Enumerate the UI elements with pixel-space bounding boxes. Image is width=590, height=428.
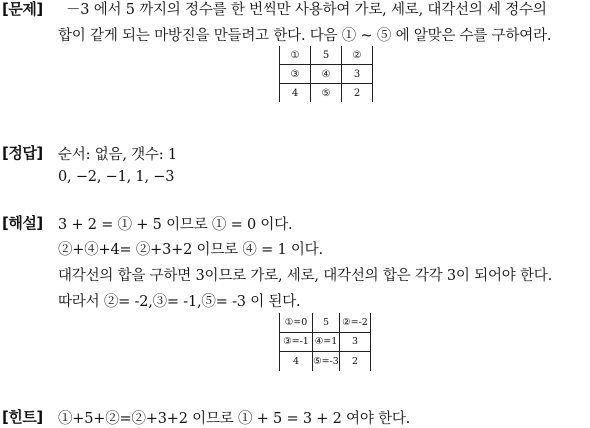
cell: ③=-1 [280, 332, 313, 352]
cell: ④=1 [313, 332, 340, 352]
problem-tag: [문제] [2, 0, 43, 18]
cell: ② [342, 46, 373, 65]
answer-line-1: 순서: 없음, 갯수: 1 [58, 147, 177, 163]
solution-line-4: 따라서 ②= -2,③= -1,⑤= -3 이 된다. [58, 294, 301, 310]
solution-line-2: ②+④+4= ②+3+2 이므로 ④ = 1 이다. [58, 242, 323, 258]
solution-line-3: 대각선의 합을 구하면 3이므로 가로, 세로, 대각선의 합은 각각 3이 되어야 한다. [58, 268, 552, 284]
cell: 2 [340, 352, 371, 371]
cell: 2 [342, 84, 373, 103]
answer-tag: [정답] [2, 144, 43, 162]
cell: 3 [340, 332, 371, 352]
magic-square-problem [279, 46, 373, 102]
cell: ③ [280, 65, 311, 84]
cell: ④ [311, 65, 342, 84]
cell: 4 [280, 352, 313, 371]
solution-line-1: 3 + 2 = ① + 5 이므로 ① = 0 이다. [58, 217, 293, 233]
cell: ⑤=-3 [313, 352, 340, 371]
cell: ②=-2 [340, 313, 371, 332]
hint-line-1: ①+5+②=②+3+2 이므로 ① + 5 = 3 + 2 여야 한다. [58, 411, 411, 427]
cell: 3 [342, 65, 373, 84]
problem-line-2: 합이 같게 되는 마방진을 만들려고 한다. 다음 ① ~ ⑤ 에 알맞은 수를 구하여라. [58, 28, 552, 44]
magic-square-solution [279, 313, 371, 371]
problem-line-1: －3 에서 5 까지의 정수를 한 번씩만 사용하여 가로, 세로, 대각선의 세 정수의 [66, 2, 547, 18]
cell: 5 [311, 46, 342, 65]
cell: 4 [280, 84, 311, 103]
answer-line-2: 0, −2, −1, 1, −3 [58, 169, 175, 185]
cell: ⑤ [311, 84, 342, 103]
hint-tag: [힌트] [2, 408, 43, 426]
solution-tag: [해설] [2, 214, 43, 232]
cell: ①=0 [280, 313, 313, 332]
cell: 5 [313, 313, 340, 332]
cell: ① [280, 46, 311, 65]
